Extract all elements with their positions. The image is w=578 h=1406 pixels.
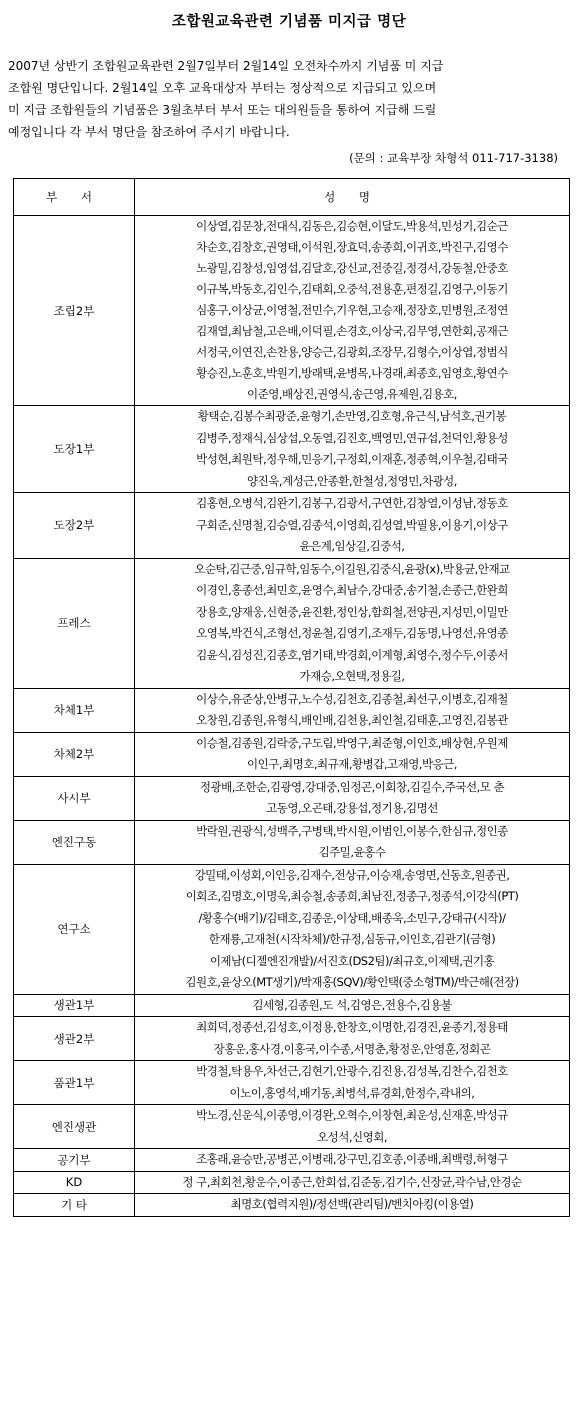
- dept-cell: 차체2부: [14, 732, 135, 776]
- table-row: [14, 1171, 570, 1194]
- names-cell: 최명호(협력지원)/정선백(관리팀)/벤치아킹(이용열): [135, 1194, 570, 1217]
- names-cell: 최희덕,정종선,김성호,이정용,한창호,이명한,김경진,윤종기,정용태 장홍운,홍사경,이홍국,이수종,서명춘,황정운,안영훈,정회곤: [135, 1017, 570, 1061]
- dept-cell: 공기부: [14, 1149, 135, 1172]
- names-cell: 이승철,김종원,김락중,구도림,박영구,최준형,이인호,배상현,우원제 이인구,최명호,최규재,황병갑,고재영,박응근,: [135, 732, 570, 776]
- intro-line: 예정입니다 각 부서 명단을 참조하여 주시기 바랍니다.: [8, 125, 290, 139]
- table-row: [14, 406, 570, 493]
- header-names: 성 명: [135, 179, 570, 216]
- names-cell: 박경철,탁용우,차선근,김현기,안광수,김진용,김성복,김찬수,김천호 이노이,홍영석,배기동,최병석,류경회,한정수,곽내의,: [135, 1061, 570, 1105]
- table-row: [14, 1061, 570, 1105]
- names-cell: 박노경,신운식,이종영,이경완,오혁수,이창현,최운성,신재훈,박성규 오성석,신영회,: [135, 1105, 570, 1149]
- table-row: [14, 558, 570, 688]
- document-title: 조합원교육관련 기념품 미지급 명단: [171, 14, 407, 30]
- table-row: [14, 1194, 570, 1217]
- table-row: [14, 1105, 570, 1149]
- dept-cell: 기 타: [14, 1194, 135, 1217]
- contact-note: (문의 : 교육부장 차형석 011-717-3138): [349, 151, 558, 165]
- intro-line: 조합원 명단입니다. 2월14일 오후 교육대상자 부터는 정상적으로 지급되고 있으며: [8, 81, 437, 95]
- table-row: [14, 864, 570, 994]
- names-cell: 이상수,유준상,안병규,노수성,김천호,김종철,최선구,이병호,김재철 오창원,김종원,유형식,배인배,김천용,최인철,김태훈,고영진,김봉관: [135, 688, 570, 732]
- roster-table: [13, 178, 570, 1217]
- table-row: [14, 776, 570, 820]
- table-row: [14, 493, 570, 559]
- dept-cell: 엔진생관: [14, 1105, 135, 1149]
- table-row: [14, 216, 570, 406]
- names-cell: 정 구,최회천,황운수,이종근,한회섭,김준동,김기수,신장균,곽수남,안경순: [135, 1171, 570, 1194]
- names-cell: 박락원,권광식,성백주,구병택,박시원,이범인,이봉수,한심규,정인종 김주밀,윤홍수: [135, 820, 570, 864]
- names-cell: 강밀태,이성회,이인응,김재수,전상규,이승재,송영면,신동호,원종권, 이회조,김명호,이명욱,최승철,송종희,최남진,정종구,정종석,이강식(PT) /황홍수(배기)/김태호,김종운,이상태,배종욱,소민구,강태규(시작)/ 한재룡,고재천(시작차체)/한규정,심동규,이인호,김관기(금형) 이제남(디젤엔진개발)/서진호(DS2팀)/최규호,이제택,권기홍 김원호,윤상오(MT생기)/박재홍(SQV)/황인택(중소형TM)/박근해(전장): [135, 864, 570, 994]
- dept-cell: 품관1부: [14, 1061, 135, 1105]
- dept-cell: 프레스: [14, 558, 135, 688]
- dept-cell: KD: [14, 1171, 135, 1194]
- table-row: [14, 1017, 570, 1061]
- header-dept: 부 서: [14, 179, 135, 216]
- dept-cell: 도장2부: [14, 493, 135, 559]
- names-cell: 조홍래,윤승만,공병곤,이병래,강구민,김호종,이종배,최백령,허형구: [135, 1149, 570, 1172]
- dept-cell: 조립2부: [14, 216, 135, 406]
- dept-cell: 생관2부: [14, 1017, 135, 1061]
- dept-cell: 도장1부: [14, 406, 135, 493]
- names-cell: 오순탁,김근중,임규학,임동수,이길원,김중식,윤광(x),박용균,안재교 이경인,홍종선,최민호,윤영수,최남수,강대중,송기철,손종근,한완희 장용호,양재웅,신현중,윤진환,정인상,함희철,전양권,지성민,이밀만 오영복,박건식,조형선,정윤철,김영기,조재두,김동명,나영선,유영종 김윤식,김성진,김종호,염기태,박경회,이계형,최영수,정수두,이종서 가재승,오현택,정용길,: [135, 558, 570, 688]
- table-header-row: [14, 179, 570, 216]
- dept-cell: 사시부: [14, 776, 135, 820]
- table-row: [14, 820, 570, 864]
- names-cell: 김홍현,오병석,김완기,김봉구,김광서,구연한,김창열,이성남,정동호 구회준,신명철,김승열,김종석,이영희,김성열,박필용,이용기,이상구 윤은계,임상길,김중석,: [135, 493, 570, 559]
- table-row: [14, 732, 570, 776]
- table-row: [14, 994, 570, 1017]
- names-cell: 정광배,조한순,김광영,강대중,임정곤,이회창,김길수,주국선,모 춘 고동영,오곤태,강용섭,정기용,김명선: [135, 776, 570, 820]
- table-row: [14, 1149, 570, 1172]
- intro-line: 미 지급 조합원들의 기념품은 3월초부터 부서 또는 대의원들을 통하여 지급해 드릴: [8, 103, 437, 117]
- dept-cell: 생관1부: [14, 994, 135, 1017]
- table-row: [14, 688, 570, 732]
- dept-cell: 엔진구동: [14, 820, 135, 864]
- dept-cell: 연구소: [14, 864, 135, 994]
- names-cell: 김세형,김종원,도 석,김영은,전용수,김용불: [135, 994, 570, 1017]
- intro-line: 2007년 상반기 조합원교육관련 2월7일부터 2월14일 오전차수까지 기념품 미 지급: [8, 59, 444, 73]
- dept-cell: 차체1부: [14, 688, 135, 732]
- names-cell: 이상열,김문창,전대식,김동은,김승현,이달도,박용석,민성기,김순근 차순호,김창호,권영태,이석원,장효덕,송종희,이귀호,박진구,김영수 노광밀,김창성,임영섭,김달호,강신교,전중길,정경서,강동철,안중호 이규복,박동호,김인수,김태회,오중석,전용훈,편정길,김영구,이동기 심홍구,이상균,이영철,전민수,기우현,고승재,정장호,민병원,조정연 김재열,최남철,고은배,이덕필,손경호,이상국,김무영,연한회,공재근 서정국,이연진,손찬용,양승근,김광회,조장무,김형수,이상엽,정범식 황승진,노훈호,박원기,방래택,윤병목,나경래,최종호,임영호,황연수 이준영,배상진,권영식,송근영,유제원,김용호,: [135, 216, 570, 406]
- intro-paragraph: [8, 55, 570, 143]
- names-cell: 황택순,김봉수최광준,윤형기,손만영,김호형,유근식,남석호,권기봉 김병주,정재식,심상섭,오동열,김진호,백영민,연규섭,천덕인,황용성 박성현,최원탁,정우해,민응기,구정회,이재훈,정종혁,이우철,김태국 양진욱,계성근,안종환,한철성,정영민,차광성,: [135, 406, 570, 493]
